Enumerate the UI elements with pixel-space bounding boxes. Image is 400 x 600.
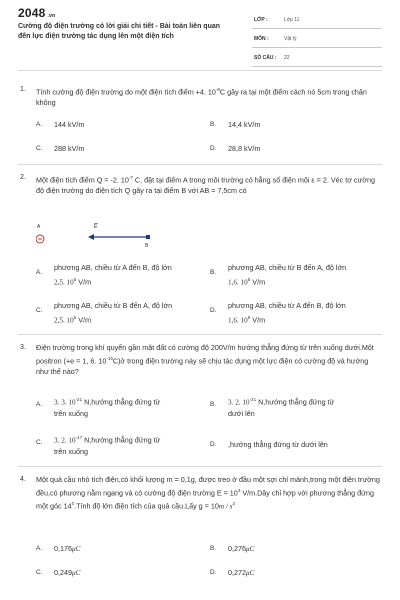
option-b[interactable]: B. phương AB, chiều từ B đến A, độ lớn 1,6. $10^5$ V/m [210,263,347,287]
document-title: Cường độ điện trường có lời giải chi tiết - Bài toán liên quan đến lực điện trường tác dụng lên một điện tích [18,23,221,40]
question-text: Một điện tích điểm Q = -2. $10^{-7}$ C, đặt tại điểm A trong môi trường có hằng số điện môi ε = 2. Véc tơ cường độ điện trường do điện tích Q gây ra tại điểm B với AB = 7,5cm có [36,175,376,196]
header-divider [18,70,382,71]
question-number: 3. [20,344,26,351]
question-divider [18,164,382,165]
meta-key: MÔN : [254,36,269,42]
question-divider [18,334,382,335]
option-d[interactable]: D. 0,272μC [210,568,255,577]
question-2 [18,172,382,332]
option-d[interactable]: D. phương AB, chiều từ A đến B, độ lớn 1,6. $10^5$ V/m [210,301,346,325]
question-text: Điện trường trong khí quyển gần mặt đất có cường độ 200V/m hướng thẳng đứng từ trên xuống dưới.Một positron (+e = 1, 6. $10^{-19}C)ở$ trong điện trường này sẽ chịu tác dụng một lực điện có cường độ và hướng như thế nào? [36,343,374,377]
meta-key: LỚP : [254,17,268,23]
document-meta [252,12,382,69]
meta-row-count [252,50,382,67]
option-c[interactable]: C. 3. 2. $10^{-17}$ N,hướng thẳng đứng từ trên xuống [36,435,161,457]
meta-row-class [252,12,382,29]
diagram-label-a: A [37,224,41,230]
meta-key: SỐ CÂU : [254,55,277,61]
option-c[interactable]: C. 0,249μC [36,568,81,577]
meta-value: Lớp 11 [284,17,300,23]
meta-value: Vật lý [284,36,297,42]
question-number: 2. [20,174,26,181]
question-number: 1. [20,86,26,93]
field-diagram [36,222,166,250]
option-b[interactable]: B. 3. 2. $10^{-21}$ N,hướng thẳng đứng từ dưới lên [210,397,335,419]
diagram-label-b: B [145,243,149,249]
site-logo[interactable]: 2048 .vn [18,6,56,20]
meta-value: 22 [284,55,290,61]
question-text: Tính cường độ điện trường do một điện tích điểm +4. $10^{-9}C$ gây ra tại một điểm cách nó 5cm trong chân không [36,87,367,108]
option-a[interactable]: A. 144 kV/m [36,120,85,129]
option-b[interactable]: B. 14,4 kV/m [210,120,261,129]
option-c[interactable]: C. phương AB, chiều từ B đến A, độ lớn 2,5. $10^5$ V/m [36,301,173,325]
option-a[interactable]: A. 0,176μC [36,544,81,553]
option-a[interactable]: A. phương AB, chiều từ A đến B, độ lớn 2,5. $10^5$ V/m [36,263,172,287]
option-d[interactable]: D. ,hướng thẳng đứng từ dưới lên [210,440,328,449]
meta-row-subject [252,31,382,48]
option-c[interactable]: C. 288 kV/m [36,144,85,153]
option-d[interactable]: D. 28,8 kV/m [210,144,261,153]
question-text: Một quả cầu nhỏ tích điện,có khối lượng m = 0,1g, được treo ở đầu một sợi chỉ mảnh,trong một điện trường đều,có phương nằm ngang và có cường độ điện trường $E = 10^3$ V/m.Dây chỉ hợp với phương thẳng đứng một góc $14^0.Tính$ độ lớn điện tích của quả cầu.Lấy $g = 10m / s^2$ [36,475,380,511]
question-number: 4. [20,476,26,483]
question-4 [18,474,382,594]
diagram-label-e: E [94,224,98,230]
question-divider [18,466,382,467]
option-a[interactable]: A. 3. 3. $10^{-21}$ N,hướng thẳng đứng từ trên xuống [36,397,161,419]
question-3 [18,342,382,464]
option-b[interactable]: B. 0,276μC [210,544,255,553]
page-header [0,0,400,70]
question-1 [18,84,382,164]
